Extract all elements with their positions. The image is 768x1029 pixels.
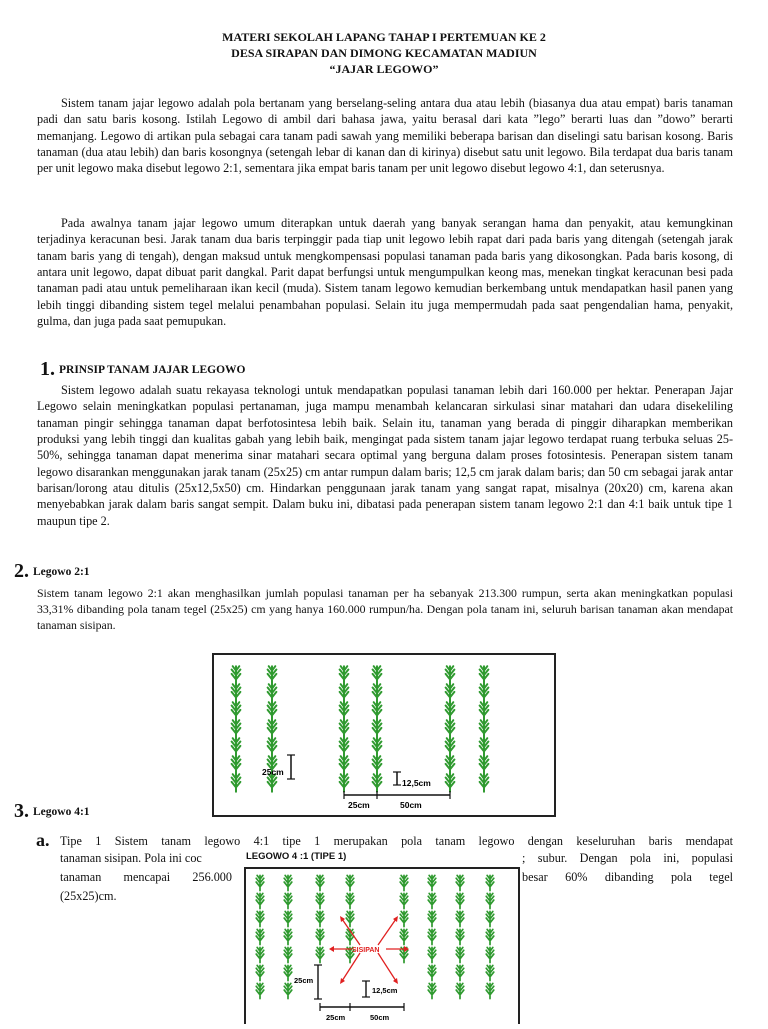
rice-plant-icon xyxy=(316,929,324,944)
rice-plant-icon xyxy=(446,684,455,702)
rice-plant-icon xyxy=(232,720,241,738)
header-line-1: MATERI SEKOLAH LAPANG TAHAP I PERTEMUAN KE 2 xyxy=(222,30,546,44)
intro-paragraph-1: Sistem tanam jajar legowo adalah pola bertanam yang berselang-seling antara dua atau lebih (biasanya dua atau empat) baris tanaman padi dan satu baris kosong. Istilah Legowo di ambil dari bahasa jawa, yaitu berasal dari kata ”lego” berarti luas dan ”dowo” berarti memanjang. Legowo di artikan pula sebagai cara tanam padi sawah yang memiliki beberapa barisan dan diselingi satu barisan kosong. Baris tanaman (dua atau lebih) dan baris kosongnya (setengah lebar di kanan dan di kirinya) disebut satu unit legowo. Bila terdapat dua baris tanam per unit legowo maka disebut legowo 2:1, sementara jika empat baris tanam per unit legowo disebut legowo 4:1, dan seterusnya. xyxy=(37,96,733,176)
rice-plant-icon xyxy=(456,911,464,926)
rice-plant-icon xyxy=(486,911,494,926)
section-1-body: Sistem legowo adalah suatu rekayasa teknologi untuk mendapatkan populasi tanaman lebih dari 160.000 per hektar. Penerapan Jajar Legowo selain meningkatkan populasi pertanaman, juga mampu menambah kelancaran sirkulasi sinar matahari dan udara disekeliling tanaman pingir sehingga tanaman dapat berfotosintesa lebih baik. Selain itu, tanaman yang berada di pinggir diharapkan memberikan produksi yang lebih tinggi dan kualitas gabah yang lebih baik, mengingat pada sistem tanam jajar legowo terdapat ruang terbuka seluas 25-50%, sehingga tanaman dapat menerima sinar matahari secara optimal yang berguna dalam proses fotosintesis. Penerapan sistem tanam legowo disarankan menggunakan jarak tanam (25x25) cm antar rumpun dalam baris; 12,5 cm jarak dalam baris; dan 50 cm sebagai jarak antar barisan/lorong atau ditulis (25x12,5x50) cm. Hindarkan penggunaan jarak tanam yang sangat rapat, misalnya (20x20) cm, karena akan menyebabkan jarak dalam baris sangat sempit. Dalam buku ini, dibatasi pada penerapan sistem tanam legowo 2:1 dan 4:1 baik untuk tipe 1 maupun tipe 2. xyxy=(37,383,733,528)
rice-plant-icon xyxy=(340,684,349,702)
arrowhead-up-left xyxy=(340,916,345,922)
rice-plant-icon xyxy=(284,911,292,926)
intro-paragraph-2: Pada awalnya tanam jajar legowo umum diterapkan untuk daerah yang banyak serangan hama dan penyakit, atau kemungkinan terjadinya keracunan besi. Jarak tanam dua baris terpinggir pada tiap unit legowo lebih rapat dari pada baris yang ditengah (setengah jarak tanam baris yang di tengah), dengan maksud untuk mengkompensasi populasi tanaman pada baris yang dikosongkan. Pada baris kosong, di antara unit legowo, dapat dibuat parit dangkal. Parit dapat berfungsi untuk mengumpulkan keong mas, menekan tingkat keracunan besi pada tanaman padi atau untuk pemeliharaan ikan kecil (muda). Sistem tanam legowo kemudian berkembang untuk mendapatkan hasil panen yang lebih tinggi dibanding sistem tegel melalui penambahan populasi. Selain itu juga mempermudah pada saat pengendalian hama, penyakit, gulma, dan juga pada saat pemupukan. xyxy=(37,216,733,329)
rice-plant-icon xyxy=(373,666,382,684)
section-2-body: Sistem tanam legowo 2:1 akan menghasilkan jumlah populasi tanaman per ha sebanyak 213.300 rumpun, serta akan meningkatkan populasi 33,31% dibanding pola tanam tegel (25x25) cm yang hanya 160.000 rumpun/ha. Dengan pola tanam ini, seluruh barisan tanaman akan mendapat tanaman sisipan. xyxy=(37,586,733,632)
rice-plant-icon xyxy=(373,738,382,756)
header-line-2: DESA SIRAPAN DAN DIMONG KECAMATAN MADIUN xyxy=(231,46,537,60)
section-3-line-3b: besar 60% dibanding pola tegel xyxy=(522,870,733,884)
rice-plant-icon xyxy=(400,893,408,908)
rice-plant-icon xyxy=(480,774,489,792)
rice-plant-icon xyxy=(340,738,349,756)
fig2-label-25cm-vertical: 25cm xyxy=(294,976,314,985)
rice-plant-icon xyxy=(346,893,354,908)
rice-plant-icon xyxy=(373,774,382,792)
section-3-line-4: (25x25)cm. xyxy=(60,889,117,903)
rice-plant-icon xyxy=(232,774,241,792)
rice-plant-icon xyxy=(446,756,455,774)
label-12-5cm: 12,5cm xyxy=(402,778,431,788)
rice-plant-icon xyxy=(256,983,264,998)
rice-plant-icon xyxy=(373,756,382,774)
section-3-number: 3. xyxy=(14,800,29,822)
rice-plant-icon xyxy=(256,911,264,926)
rice-plant-icon xyxy=(486,947,494,962)
rice-plant-icon xyxy=(373,702,382,720)
fig2-label-50cm: 50cm xyxy=(370,1013,390,1022)
rice-plant-icon xyxy=(340,702,349,720)
rice-plant-icon xyxy=(340,666,349,684)
rice-plant-icon xyxy=(480,702,489,720)
rice-plant-icon xyxy=(486,875,494,890)
rice-plant-icon xyxy=(316,947,324,962)
rice-plant-icon xyxy=(373,684,382,702)
legowo-2-1-diagram xyxy=(214,655,554,815)
rice-plant-icon xyxy=(456,947,464,962)
rice-plant-icon xyxy=(256,893,264,908)
rice-plant-icon xyxy=(480,756,489,774)
rice-plant-icon xyxy=(373,720,382,738)
rice-plant-icon xyxy=(284,875,292,890)
rice-plant-icon xyxy=(486,965,494,980)
label-sisipan: SISIPAN xyxy=(352,947,380,954)
section-2-number: 2. xyxy=(14,560,29,582)
rice-plant-icon xyxy=(284,983,292,998)
rice-plant-icon xyxy=(232,738,241,756)
figure-2-title: LEGOWO 4 :1 (TIPE 1) xyxy=(246,851,347,862)
rice-plant-icon xyxy=(256,947,264,962)
legowo-4-1-figure xyxy=(244,849,520,1024)
header-line-3: “JAJAR LEGOWO” xyxy=(329,62,439,76)
section-3-title: Legowo 4:1 xyxy=(33,805,90,818)
legowo-4-1-frame xyxy=(244,867,520,1024)
section-1-number: 1. xyxy=(40,358,55,380)
rice-plant-icon xyxy=(480,684,489,702)
arrowhead-left xyxy=(329,946,334,952)
rice-plant-icon xyxy=(340,720,349,738)
section-2-title: Legowo 2:1 xyxy=(33,565,90,578)
rice-plant-icon xyxy=(446,666,455,684)
fig2-label-25cm-horizontal: 25cm xyxy=(326,1013,346,1022)
rice-plant-icon xyxy=(268,666,277,684)
rice-plant-icon xyxy=(346,911,354,926)
arrowhead-down-left xyxy=(340,978,345,984)
rice-plant-icon xyxy=(268,684,277,702)
arrow-up-right xyxy=(378,919,396,945)
rice-plant-icon xyxy=(428,965,436,980)
rice-plant-icon xyxy=(446,702,455,720)
rice-plant-icon xyxy=(480,720,489,738)
rice-plant-icon xyxy=(232,666,241,684)
rice-plant-icon xyxy=(400,875,408,890)
label-25cm-vertical: 25cm xyxy=(262,767,284,777)
rice-plant-icon xyxy=(428,929,436,944)
rice-plant-icon xyxy=(428,893,436,908)
rice-plant-icon xyxy=(256,965,264,980)
label-50cm: 50cm xyxy=(400,800,422,810)
rice-plant-icon xyxy=(256,875,264,890)
arrow-down-right xyxy=(378,953,396,981)
rice-plant-icon xyxy=(268,738,277,756)
fig2-label-12-5cm: 12,5cm xyxy=(372,986,398,995)
section-3-line-3a: tanaman mencapai 256.000 xyxy=(60,870,232,884)
rice-plant-icon xyxy=(284,929,292,944)
rice-plant-icon xyxy=(284,965,292,980)
section-3-line-1: Tipe 1 Sistem tanam legowo 4:1 tipe 1 merupakan pola tanam legowo dengan keseluruhan baris mendapat xyxy=(60,834,733,848)
rice-plant-icon xyxy=(256,929,264,944)
rice-plant-icon xyxy=(232,684,241,702)
rice-plant-icon xyxy=(456,875,464,890)
rice-plant-icon xyxy=(428,947,436,962)
rice-plant-icon xyxy=(446,720,455,738)
rice-plant-icon xyxy=(268,720,277,738)
rice-plant-icon xyxy=(480,666,489,684)
rice-plant-icon xyxy=(284,893,292,908)
rice-plant-icon xyxy=(316,893,324,908)
legowo-4-1-diagram xyxy=(246,869,518,1024)
section-1-heading xyxy=(40,358,245,381)
rice-plant-icon xyxy=(456,983,464,998)
arrowhead-down-right xyxy=(393,978,398,984)
rice-plant-icon xyxy=(446,774,455,792)
rice-plant-icon xyxy=(316,911,324,926)
rice-plant-icon xyxy=(480,738,489,756)
rice-plant-icon xyxy=(428,983,436,998)
section-3-line-2a: tanaman sisipan. Pola ini coc xyxy=(60,851,202,865)
rice-plant-icon xyxy=(486,929,494,944)
rice-plant-icon xyxy=(456,965,464,980)
label-25cm-horizontal: 25cm xyxy=(348,800,370,810)
rice-plant-icon xyxy=(232,702,241,720)
rice-plant-icon xyxy=(456,893,464,908)
section-1-title: PRINSIP TANAM JAJAR LEGOWO xyxy=(59,363,246,376)
rice-plant-icon xyxy=(400,929,408,944)
rice-plant-icon xyxy=(428,875,436,890)
rice-plant-icon xyxy=(446,738,455,756)
section-3-heading xyxy=(14,800,90,823)
rice-plant-icon xyxy=(232,756,241,774)
rice-plant-icon xyxy=(486,893,494,908)
rice-plant-icon xyxy=(456,929,464,944)
section-3-line-2b: ; subur. Dengan pola ini, populasi xyxy=(522,851,733,865)
section-2-heading xyxy=(14,560,90,583)
subsection-a-letter: a. xyxy=(36,830,50,850)
rice-plant-icon xyxy=(340,774,349,792)
rice-plant-icon xyxy=(346,875,354,890)
rice-plant-icon xyxy=(400,911,408,926)
rice-plant-icon xyxy=(284,947,292,962)
rice-plant-icon xyxy=(428,911,436,926)
rice-plant-icon xyxy=(340,756,349,774)
rice-plant-icon xyxy=(486,983,494,998)
rice-plant-icon xyxy=(316,875,324,890)
rice-plant-icon xyxy=(268,702,277,720)
legowo-2-1-figure xyxy=(212,653,556,817)
arrowhead-up-right xyxy=(393,916,398,922)
